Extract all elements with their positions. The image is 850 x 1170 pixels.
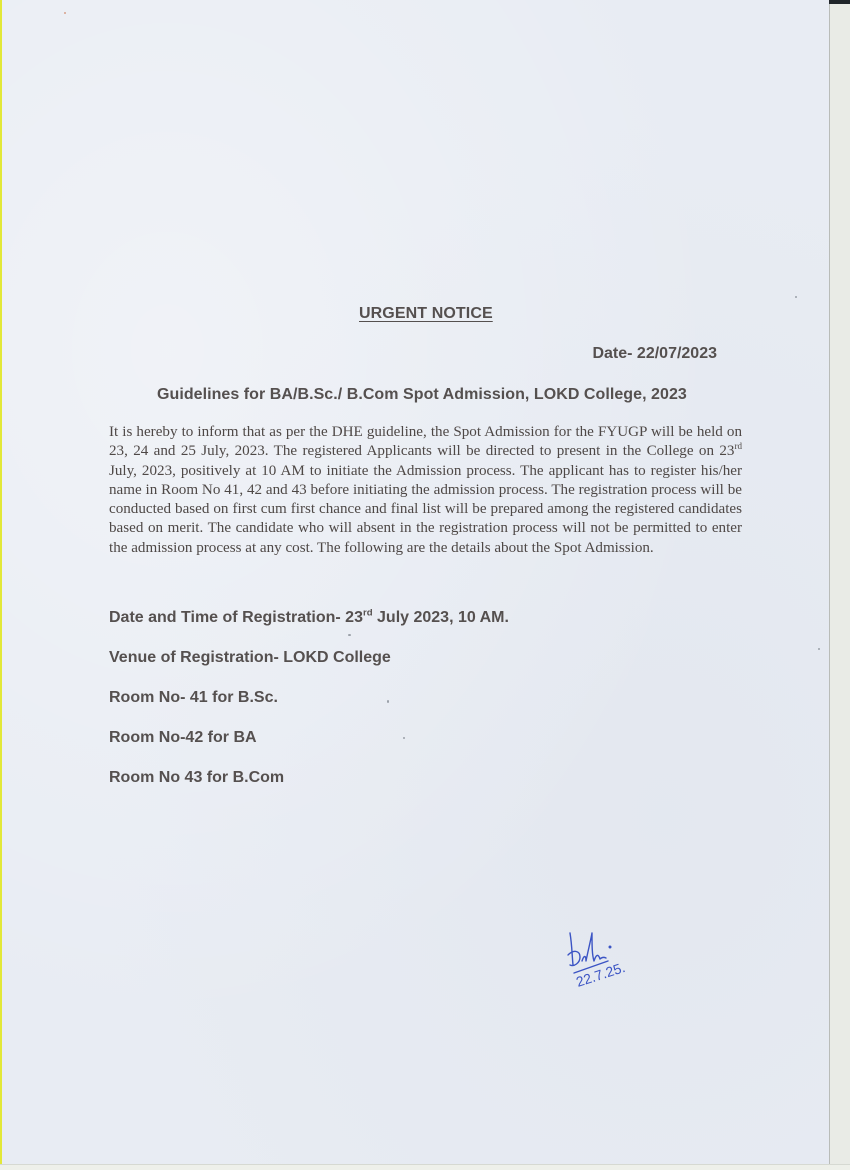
paper-speck: [818, 648, 820, 650]
body-superscript: rd: [734, 441, 742, 452]
signature: [564, 925, 674, 995]
notice-title: URGENT NOTICE: [359, 305, 493, 322]
signature-date: 22.7.25.: [573, 958, 628, 990]
paper-speck: [387, 700, 389, 703]
paper-speck: [795, 296, 797, 298]
paper-speck: [403, 737, 405, 739]
room-bsc: Room No- 41 for B.Sc.: [109, 689, 278, 706]
room-ba: Room No-42 for BA: [109, 729, 257, 746]
scanner-edge: [829, 0, 850, 1169]
signature-dot: [609, 946, 611, 948]
scanner-edge-top: [829, 0, 850, 4]
registration-venue: Venue of Registration- LOKD College: [109, 649, 391, 666]
paper-speck: [348, 634, 351, 636]
registration-date-time: [109, 609, 509, 627]
registration-date-superscript: rd: [362, 607, 373, 619]
paper-speck: [64, 12, 66, 14]
notice-subtitle: Guidelines for BA/B.Sc./ B.Com Spot Admission, LOKD College, 2023: [157, 386, 687, 403]
registration-date-suffix: July 2023, 10 AM.: [372, 609, 509, 626]
body-text-part-2: July, 2023, positively at 10 AM to initiate the Admission process. The applicant has to register his/her name in Room No 41, 42 and 43 before initiating the admission process. The registration process will be conducted based on first cum first chance and final list will be prepared among the registered candidates based on merit. The candidate who will absent in the registration process will not be permitted to enter the admission process at any cost. The following are the details about the Spot Admission.: [109, 462, 742, 556]
scanner-edge-bottom: [0, 1164, 850, 1170]
notice-date: Date- 22/07/2023: [592, 345, 717, 362]
notice-body: [109, 423, 742, 558]
body-text-part-1: It is hereby to inform that as per the DHE guideline, the Spot Admission for the FYUGP will be held on 23, 24 and 25 July, 2023. The registered Applicants will be directed to present in the College on 23: [109, 424, 742, 460]
room-bcom: Room No 43 for B.Com: [109, 769, 285, 786]
signature-scribble: [568, 933, 606, 966]
registration-date-prefix: Date and Time of Registration- 23: [109, 609, 363, 626]
